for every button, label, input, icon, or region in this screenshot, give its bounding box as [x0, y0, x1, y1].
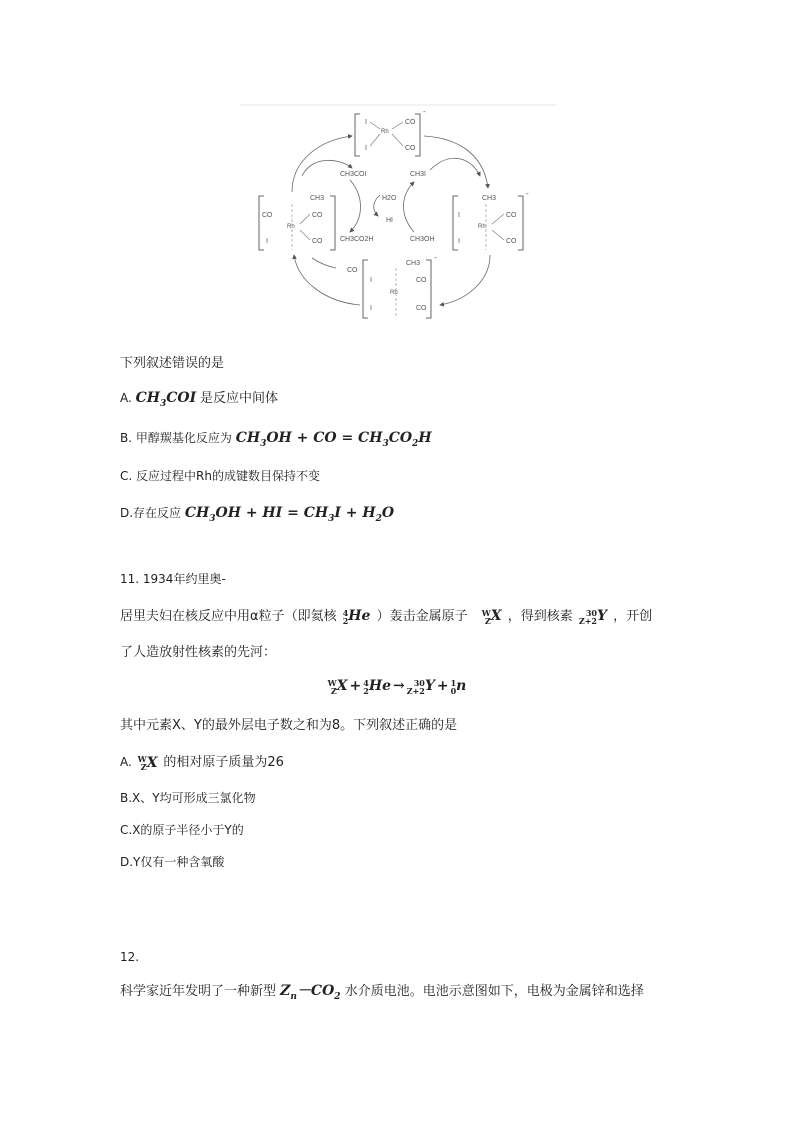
species-hi: HI [386, 217, 393, 224]
option-prefix: B. 甲醇羰基化反应为 [120, 431, 232, 445]
co-label: CO [405, 119, 416, 126]
species-co: CO [347, 267, 358, 274]
text-segment: ）轰击金属原子 [376, 609, 468, 624]
option-prefix: A. [120, 391, 132, 405]
methyl-label: CH3 [482, 195, 497, 202]
nuclide-y [407, 678, 435, 695]
atomic-number: Z+2 [578, 615, 597, 626]
nuclide-x [138, 753, 158, 773]
option-c: C.X的原子半径小于Y的 [120, 823, 244, 837]
iodide-label: I [458, 212, 460, 219]
atomic-number: Z [330, 685, 337, 696]
text-segment: ，得到核素 [507, 609, 573, 624]
charge-label: - [434, 253, 437, 262]
species-ch3oh: CH3OH [410, 236, 435, 243]
rh-complex-top [355, 107, 426, 156]
nuclide-helium [343, 606, 371, 627]
question-11-line2 [120, 606, 652, 627]
formula-ch3coi: $CH_3COI$ [135, 390, 197, 409]
option-a [120, 752, 284, 773]
question-11-line4: 其中元素X、Y的最外层电子数之和为8。下列叙述正确的是 [120, 718, 458, 733]
mass-number: W [327, 677, 337, 688]
co-label: CO [405, 145, 416, 152]
option-text: 是反应中间体 [200, 391, 279, 406]
atomic-number: 2 [363, 685, 369, 696]
species-ch3i: CH3I [410, 171, 426, 178]
text-segment: 科学家近年发明了一种新型 [120, 984, 277, 999]
nuclide-x [482, 606, 502, 627]
question-12-line [120, 981, 644, 1007]
nuclide-x [328, 678, 348, 695]
mass-number: 4 [363, 677, 369, 688]
co-label: CO [262, 212, 273, 219]
atomic-number: 0 [450, 685, 457, 696]
text-segment: 居里夫妇在核反应中用α粒子（即氦核 [120, 609, 337, 624]
mass-number: 1 [450, 677, 457, 688]
catalytic-cycle-diagram [240, 100, 556, 325]
reaction-arrow: → [392, 678, 405, 694]
species-ch3co2h: CH3CO2H [340, 236, 374, 243]
nuclide-y [579, 606, 607, 627]
option-b [120, 428, 432, 454]
methyl-label: CH3 [310, 195, 325, 202]
option-d: D.Y仅有一种含氧酸 [120, 855, 225, 869]
element-symbol: X [490, 608, 502, 624]
charge-label: - [423, 107, 426, 116]
element-symbol: Y [597, 608, 607, 624]
species-h2o: H2O [382, 195, 397, 202]
iodide-label: I [458, 238, 460, 245]
option-text: 的相对原子质量为26 [163, 755, 284, 770]
question-12-number: 12. [120, 950, 140, 964]
nuclide-neutron [451, 678, 467, 695]
rh-label: Rh [381, 129, 389, 135]
mass-number: W [137, 754, 147, 764]
element-symbol: X [146, 754, 158, 771]
iodide-label: I [370, 277, 372, 284]
iodide-label: I [365, 145, 367, 152]
atomic-number: Z+2 [406, 685, 425, 696]
species-ch3coi: CH3COI [340, 171, 367, 178]
element-symbol: He [368, 678, 391, 695]
plus-sign: + [436, 678, 449, 694]
mass-number: W [481, 607, 491, 618]
co-label: CO [416, 305, 427, 312]
element-symbol: n [456, 678, 467, 695]
question-stem: 下列叙述错误的是 [120, 356, 225, 371]
co-label: CO [416, 277, 427, 284]
rh-label: Rh [390, 290, 398, 296]
element-symbol: He [348, 608, 371, 624]
methyl-label: CH3 [406, 260, 421, 267]
element-symbol: X [336, 678, 348, 695]
mass-number: 30 [413, 677, 425, 688]
co-label: CO [506, 238, 517, 245]
iodide-label: I [365, 119, 367, 126]
rh-label: Rh [287, 224, 295, 230]
rh-complex-right [453, 189, 529, 250]
co-label: CO [312, 212, 323, 219]
nuclear-equation [0, 678, 794, 695]
option-d [120, 503, 394, 529]
co-label: CO [312, 238, 323, 245]
option-b: B.X、Y均可形成三氯化物 [120, 791, 256, 805]
charge-label: - [526, 189, 529, 198]
iodide-label: I [266, 238, 268, 245]
rh-label: Rh [478, 224, 486, 230]
rh-complex-bottom [363, 253, 437, 318]
formula-carbonylation: $CH_3OH$ + CO = $CH_3CO_2H$ [235, 430, 432, 449]
text-segment: ，开创 [613, 609, 653, 624]
nuclide-helium [363, 678, 391, 695]
formula-zn-co2: $Z_n-CO_2$ [280, 983, 341, 1002]
option-prefix: A. [120, 755, 132, 769]
option-c: C. 反应过程中Rh的成键数目保持不变 [120, 469, 320, 483]
atomic-number: 2 [342, 615, 349, 626]
option-a [120, 388, 278, 414]
atomic-number: Z [140, 762, 147, 772]
question-11-line3: 了人造放射性核素的先河： [120, 645, 277, 660]
mass-number: 4 [342, 607, 349, 618]
co-label: CO [506, 212, 517, 219]
atomic-number: Z [484, 615, 491, 626]
mass-number: 30 [585, 607, 597, 618]
option-prefix: D.存在反应 [120, 506, 182, 520]
element-symbol: Y [424, 678, 435, 695]
iodide-label: I [370, 305, 372, 312]
question-11-number: 11. 1934年约里奥- [120, 572, 226, 586]
formula-hi-reaction: $CH_3OH$ + HI = $CH_3I + H_2O$ [184, 505, 395, 524]
plus-sign: + [349, 678, 362, 694]
text-segment: 水介质电池。电池示意图如下，电极为金属锌和选择 [344, 984, 644, 999]
rh-complex-left [259, 195, 335, 250]
